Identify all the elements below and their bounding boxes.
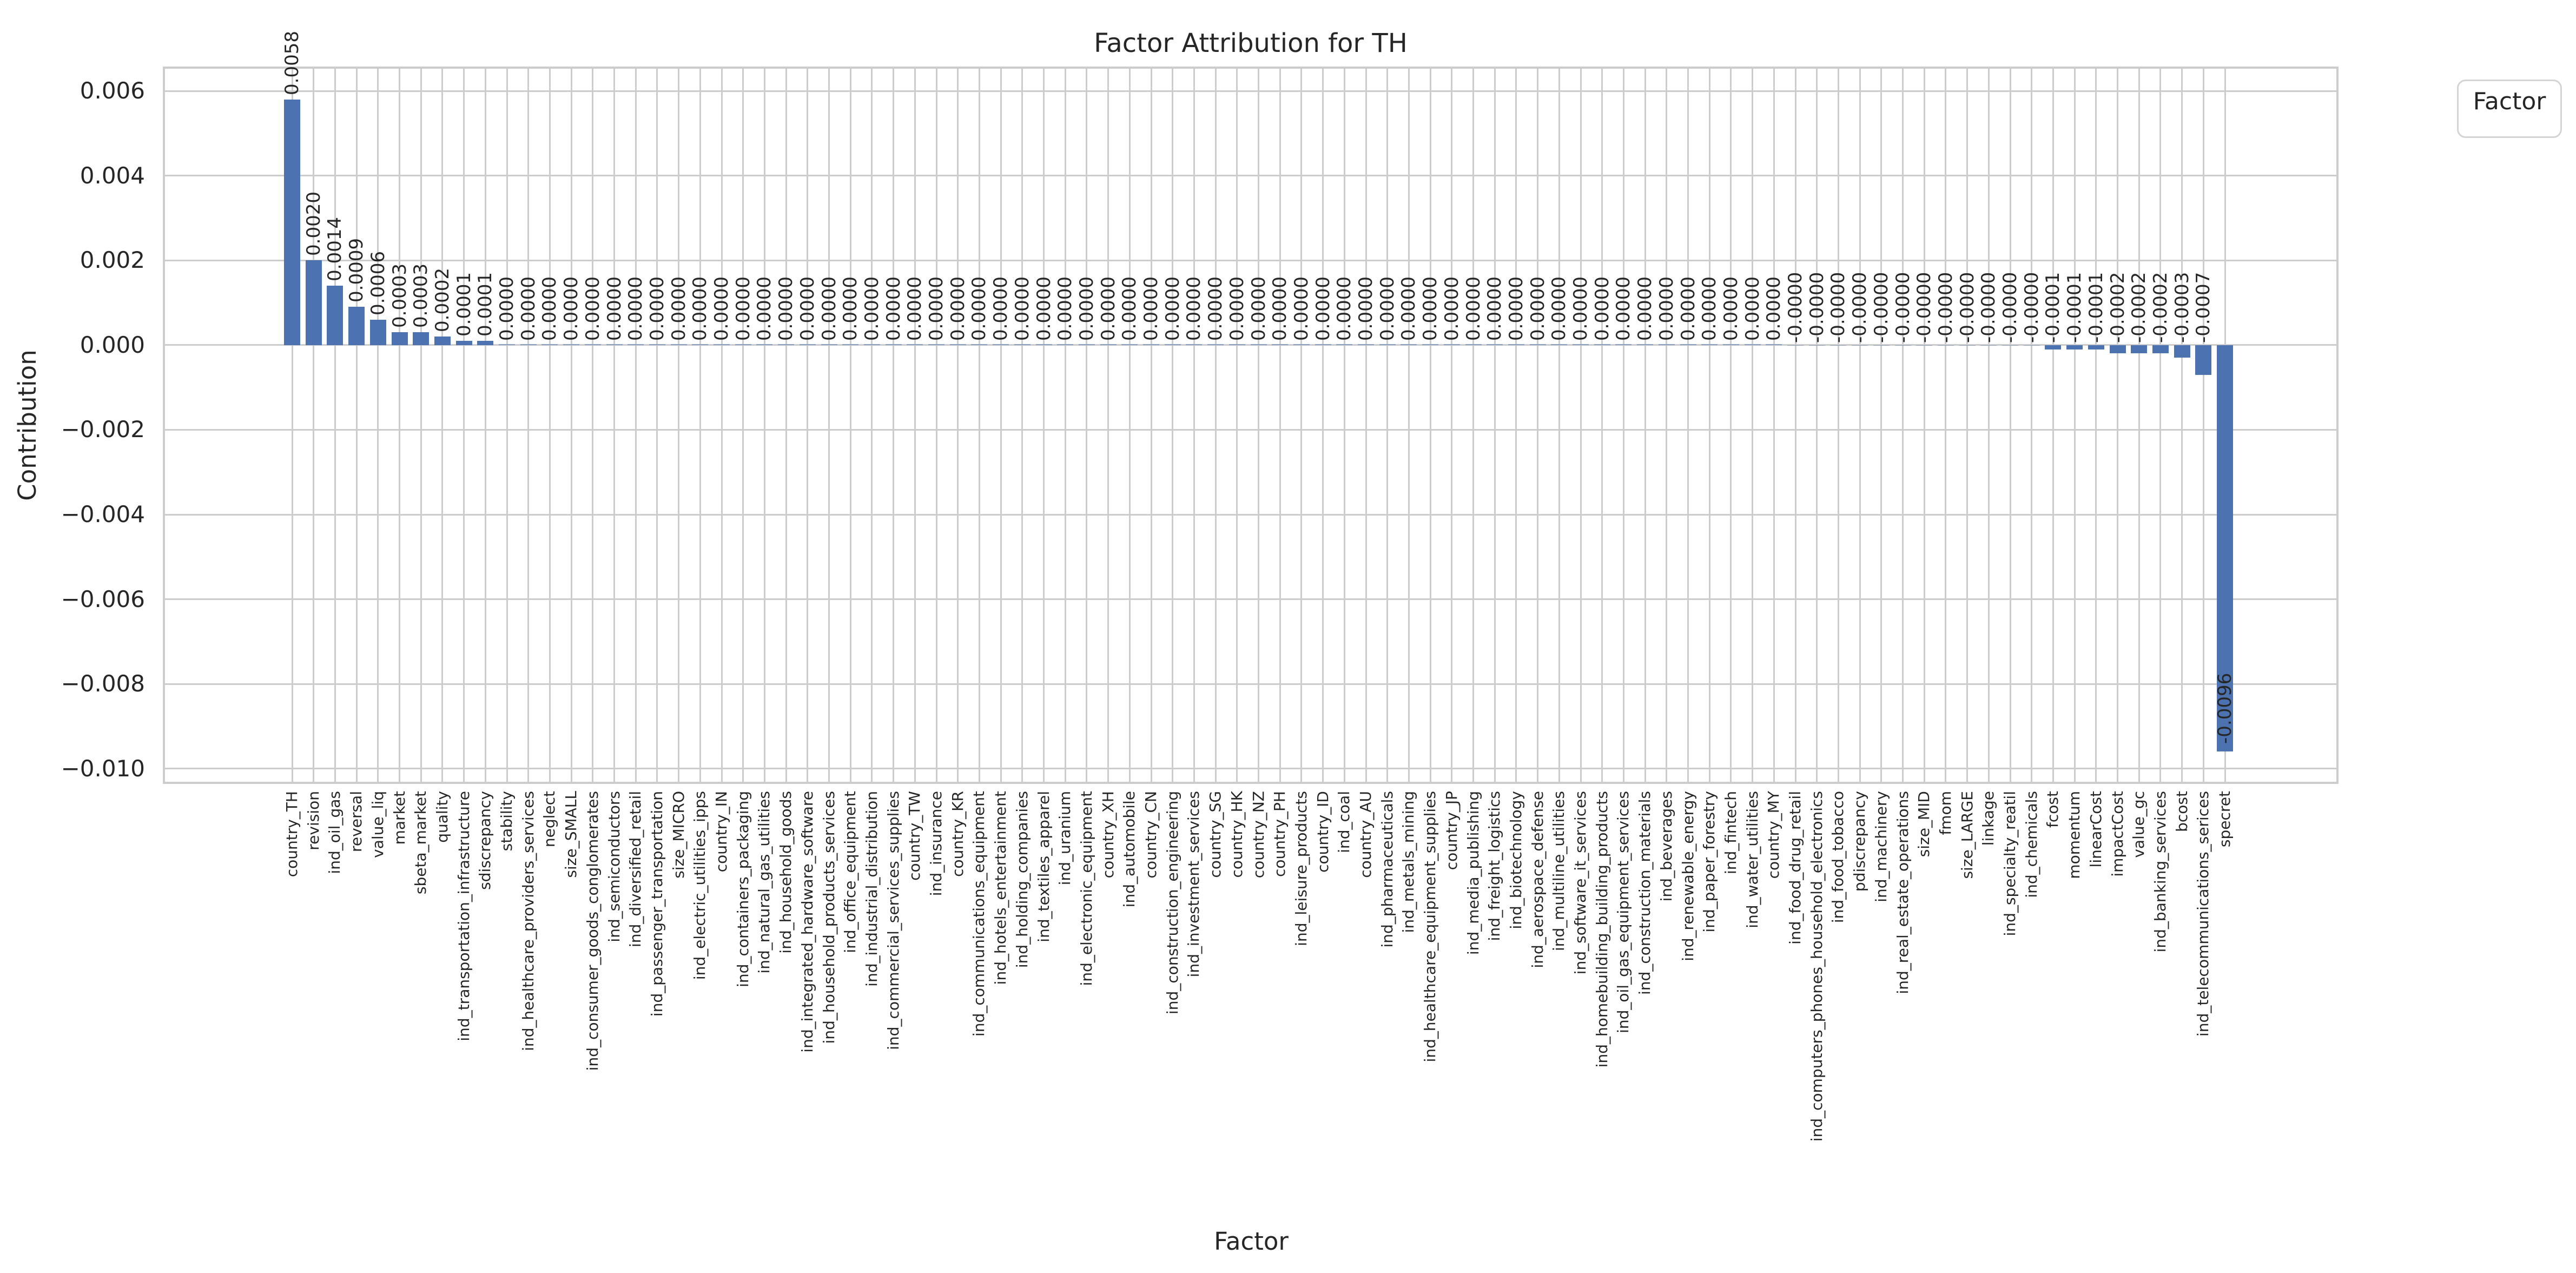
x-tick-label: country_XH: [1099, 791, 1117, 879]
bar-value-label: -0.0003: [2171, 272, 2193, 343]
x-tick-label: country_PH: [1271, 791, 1289, 878]
x-tick-label: impactCost: [2108, 791, 2126, 877]
bar-value-label: -0.0007: [2192, 272, 2215, 343]
bar-value-label: 0.0000: [775, 276, 797, 341]
x-tick-label: ind_beverages: [1657, 791, 1675, 902]
bar-value-label: 0.0000: [796, 276, 818, 341]
x-tick-label: ind_real_estate_operations: [1893, 791, 1912, 994]
x-tick-label: country_CN: [1142, 791, 1160, 879]
x-tick-label: ind_household_goods: [777, 791, 795, 954]
x-tick-label: ind_automobile: [1120, 791, 1139, 908]
bar-value-label: 0.0000: [1655, 276, 1677, 341]
bar-value-label: 0.0000: [732, 276, 754, 341]
x-tick-label: ind_software_it_services: [1571, 791, 1589, 975]
bar-value-label: 0.0000: [1484, 276, 1506, 341]
x-tick-label: country_MY: [1765, 791, 1783, 879]
x-tick-label: ind_construction_materials: [1636, 791, 1654, 995]
y-tick-label: 0.000: [80, 331, 145, 358]
x-tick-label: ind_media_publishing: [1464, 791, 1482, 955]
x-tick-label: ind_oil_gas_equipment_services: [1614, 791, 1633, 1033]
bar-value-label: -0.0000: [2020, 272, 2043, 343]
bar-value-label: 0.0000: [711, 276, 732, 341]
x-tick-label: size_MID: [1915, 791, 1933, 858]
x-tick-label: ind_containers_packaging: [734, 791, 752, 987]
bar-value-label: -0.0000: [1806, 272, 1828, 343]
bar-value-label: 0.0006: [367, 250, 389, 315]
x-tick-label: ind_aerospace_defense: [1528, 791, 1547, 968]
legend-title: Factor: [2473, 88, 2546, 115]
x-tick-label: ind_multiline_utilities: [1550, 791, 1568, 952]
x-tick-label: ind_specialty_reatil: [2001, 791, 2019, 936]
bar-value-label: 0.0000: [1570, 276, 1591, 341]
bar-value-label: 0.0000: [1699, 276, 1721, 341]
x-tick-label: country_KR: [948, 791, 967, 877]
bar-value-label: -0.0000: [1913, 272, 1936, 343]
bar-value-label: 0.0000: [582, 276, 604, 341]
bar-value-label: -0.0002: [2128, 272, 2150, 343]
y-axis-label: Contribution: [13, 349, 42, 501]
x-tick-label: reversal: [347, 791, 366, 852]
x-tick-label: ind_oil_gas: [326, 791, 344, 874]
x-tick-label: ind_machinery: [1872, 791, 1890, 902]
x-tick-label: ind_transportation_infrastructure: [454, 791, 473, 1041]
x-tick-label: ind_coal: [1335, 791, 1353, 853]
x-tick-label: ind_office_equipment: [841, 791, 860, 953]
x-tick-label: ind_communications_equipment: [970, 791, 988, 1037]
chart-title: Factor Attribution for TH: [1094, 28, 1408, 58]
bar-value-label: 0.0000: [1613, 276, 1635, 341]
bar-value-label: 0.0000: [840, 276, 862, 341]
x-tick-label: ind_healthcare_equipment_supplies: [1421, 791, 1439, 1063]
x-tick-label: country_ID: [1313, 791, 1332, 873]
bar-value-label: -0.0000: [1956, 272, 1978, 343]
bar-value-label: -0.0002: [2106, 272, 2129, 343]
x-tick-label: ind_banking_services: [2151, 791, 2169, 953]
y-tick-label: −0.002: [61, 416, 145, 443]
x-tick-label: ind_healthcare_providers_services: [519, 791, 537, 1051]
x-tick-label: ind_computers_phones_household_electronics: [1807, 791, 1826, 1142]
bar-value-label: 0.0001: [474, 272, 497, 337]
bar-value-label: -0.0000: [1827, 272, 1850, 343]
bar-value-label: 0.0002: [431, 268, 453, 333]
x-tick-label: country_TW: [906, 791, 924, 881]
x-tick-label: country_IN: [712, 791, 730, 873]
x-tick-label: ind_electric_utilities_ipps: [691, 791, 709, 980]
bar-value-label: -0.0000: [1849, 272, 1871, 343]
bar-value-label: 0.0000: [882, 276, 904, 341]
x-tick-label: ind_water_utilities: [1743, 791, 1761, 928]
x-tick-label: linkage: [1979, 791, 1998, 846]
x-tick-label: ind_homebuilding_building_products: [1593, 791, 1611, 1068]
bar-value-label: 0.0000: [1763, 276, 1785, 341]
bar-value-label: 0.0000: [926, 276, 947, 341]
bar-value-label: -0.0000: [1999, 272, 2021, 343]
bar-value-label: 0.0000: [1741, 276, 1763, 341]
bar-value-label: 0.0000: [1677, 276, 1699, 341]
x-tick-label: fcost: [2044, 791, 2062, 828]
x-tick-label: linearCost: [2086, 791, 2105, 868]
bar-value-label: 0.0000: [1011, 276, 1033, 341]
bar-value-label: 0.0000: [1355, 276, 1377, 341]
x-tick-label: fmom: [1936, 791, 1954, 835]
bar-value-label: 0.0000: [1033, 276, 1055, 341]
bar-value-label: 0.0000: [625, 276, 647, 341]
bar-value-label: 0.0003: [388, 263, 411, 328]
x-tick-label: ind_passenger_transportation: [648, 791, 666, 1017]
bar-value-label: 0.0000: [1226, 276, 1248, 341]
y-tick-label: 0.006: [80, 77, 145, 104]
x-tick-label: specret: [2216, 791, 2234, 848]
x-tick-label: ind_integrated_hardware_software: [798, 791, 816, 1053]
bar-value-label: -0.0001: [2064, 272, 2086, 343]
x-tick-label: country_TH: [283, 791, 301, 878]
x-tick-label: ind_investment_services: [1185, 791, 1203, 978]
bar-value-label: -0.0001: [2042, 272, 2064, 343]
y-tick-label: −0.006: [61, 585, 145, 612]
y-tick-label: −0.008: [61, 670, 145, 697]
bar-value-label: -0.0096: [2214, 673, 2236, 744]
x-tick-label: size_MICRO: [669, 791, 688, 879]
x-tick-label: ind_fintech: [1721, 791, 1740, 875]
x-tick-label: ind_telecommunications_serices: [2194, 791, 2212, 1037]
x-tick-label: value_gc: [2130, 791, 2148, 858]
x-axis-label: Factor: [1214, 1227, 1289, 1256]
x-tick-label: country_AU: [1357, 791, 1375, 878]
x-tick-label: sbeta_market: [412, 791, 430, 895]
x-tick-label: value_liq: [368, 791, 387, 858]
bar-value-label: 0.0058: [281, 30, 303, 95]
bar-value-label: 0.0000: [539, 276, 561, 341]
bar-value-label: 0.0000: [1097, 276, 1119, 341]
bar-value-label: 0.0003: [410, 263, 432, 328]
x-tick-label: ind_diversified_retail: [626, 791, 645, 947]
bar-value-label: 0.0014: [324, 217, 346, 282]
bar-value-label: 0.0000: [1119, 276, 1141, 341]
bar-value-label: -0.0001: [2085, 272, 2107, 343]
bar-value-label: 0.0000: [1183, 276, 1205, 341]
bar-value-label: 0.0000: [1269, 276, 1291, 341]
x-tick-label: ind_consumer_goods_conglomerates: [583, 791, 602, 1071]
bar-value-label: 0.0000: [904, 276, 926, 341]
x-tick-label: size_SMALL: [562, 791, 580, 878]
x-tick-label: ind_renewable_energy: [1679, 791, 1697, 961]
x-tick-label: ind_semiconductors: [605, 791, 623, 942]
x-tick-label: bcost: [2172, 791, 2191, 832]
bar-value-label: -0.0002: [2149, 272, 2171, 343]
bar-value-label: 0.0009: [346, 238, 368, 303]
bar-value-label: -0.0000: [1785, 272, 1806, 343]
x-tick-label: ind_biotechnology: [1507, 791, 1525, 929]
y-tick-label: 0.002: [80, 247, 145, 274]
x-tick-label: quality: [433, 791, 451, 843]
x-tick-label: ind_holding_companies: [1013, 791, 1031, 968]
bar-value-label: 0.0020: [302, 192, 325, 256]
bar-value-label: 0.0000: [1720, 276, 1742, 341]
bar-value-label: 0.0000: [818, 276, 840, 341]
bar-value-label: 0.0000: [517, 276, 539, 341]
bar-value-label: 0.0000: [1333, 276, 1356, 341]
bar-value-label: 0.0000: [1441, 276, 1463, 341]
bar-value-label: 0.0000: [1548, 276, 1570, 341]
bar-value-label: 0.0000: [1140, 276, 1162, 341]
x-tick-label: momentum: [2065, 791, 2084, 879]
bar-value-label: 0.0000: [1075, 276, 1098, 341]
x-tick-label: ind_construction_engineering: [1163, 791, 1181, 1014]
bar-value-label: 0.0000: [560, 276, 583, 341]
bar-value-label: 0.0000: [1054, 276, 1076, 341]
bar-value-label: 0.0000: [1376, 276, 1398, 341]
bar-value-label: -0.0000: [1870, 272, 1892, 343]
x-tick-label: ind_electronic_equipment: [1077, 791, 1095, 986]
bar-value-label: 0.0000: [1591, 276, 1613, 341]
x-tick-label: pdiscrepancy: [1851, 791, 1869, 892]
bar-value-label: -0.0000: [1978, 272, 2000, 343]
y-tick-label: −0.010: [61, 755, 145, 782]
x-tick-label: stability: [498, 791, 516, 852]
y-tick-label: 0.004: [80, 162, 145, 189]
bar-value-label: 0.0000: [1419, 276, 1442, 341]
x-tick-label: ind_hotels_entertainment: [992, 791, 1010, 985]
x-tick-label: ind_uranium: [1056, 791, 1074, 886]
bar-value-label: 0.0000: [754, 276, 776, 341]
x-tick-label: sdiscrepancy: [476, 791, 494, 890]
x-tick-label: ind_chemicals: [2022, 791, 2040, 898]
y-tick-label: −0.004: [61, 501, 145, 527]
bar-value-label: 0.0000: [496, 276, 518, 341]
bar-value-label: 0.0000: [1205, 276, 1227, 341]
bar-value-label: 0.0000: [1634, 276, 1656, 341]
bar-value-label: 0.0000: [968, 276, 990, 341]
bar-value-label: 0.0000: [1505, 276, 1527, 341]
x-tick-label: ind_paper_forestry: [1700, 791, 1719, 933]
x-tick-label: country_SG: [1206, 791, 1225, 878]
x-tick-label: ind_freight_logistics: [1485, 791, 1504, 941]
bar-value-label: -0.0000: [1892, 272, 1914, 343]
x-tick-label: market: [390, 791, 408, 845]
bar-value-label: 0.0000: [1398, 276, 1420, 341]
x-tick-label: ind_pharmaceuticals: [1378, 791, 1396, 948]
bar-value-label: 0.0000: [689, 276, 711, 341]
x-tick-label: ind_household_products_services: [820, 791, 838, 1044]
bar-value-label: 0.0001: [453, 272, 475, 337]
bar-value-label: -0.0000: [1934, 272, 1957, 343]
x-tick-label: ind_industrial_distribution: [862, 791, 881, 987]
bar-value-label: 0.0000: [1290, 276, 1312, 341]
x-tick-label: ind_food_drug_retail: [1786, 791, 1804, 945]
x-tick-label: ind_commercial_services_supplies: [884, 791, 902, 1050]
x-tick-label: revision: [304, 791, 322, 850]
x-tick-label: country_JP: [1442, 791, 1461, 870]
bar-value-label: 0.0000: [1161, 276, 1184, 341]
x-tick-label: ind_food_tobacco: [1829, 791, 1847, 924]
bar-value-label: 0.0000: [947, 276, 969, 341]
bar-value-label: 0.0000: [861, 276, 883, 341]
x-tick-label: size_LARGE: [1958, 791, 1976, 879]
x-tick-label: country_NZ: [1249, 791, 1267, 879]
bar-value-label: 0.0000: [646, 276, 668, 341]
x-tick-label: country_HK: [1227, 791, 1246, 878]
bar-value-label: 0.0000: [1527, 276, 1549, 341]
bar-value-label: 0.0000: [1462, 276, 1484, 341]
bar-value-label: 0.0000: [603, 276, 625, 341]
x-tick-label: ind_natural_gas_utilities: [755, 791, 774, 974]
x-tick-label: ind_metals_mining: [1399, 791, 1418, 933]
bar-value-label: 0.0000: [1312, 276, 1334, 341]
bar-value-label: 0.0000: [1247, 276, 1270, 341]
bar-value-label: 0.0000: [668, 276, 690, 341]
x-tick-label: neglect: [540, 791, 559, 848]
bar-value-label: 0.0000: [990, 276, 1012, 341]
legend-box: [2457, 80, 2562, 138]
x-tick-label: ind_leisure_products: [1292, 791, 1310, 946]
x-tick-label: ind_textiles_apparel: [1034, 791, 1053, 942]
x-tick-label: ind_insurance: [927, 791, 945, 896]
